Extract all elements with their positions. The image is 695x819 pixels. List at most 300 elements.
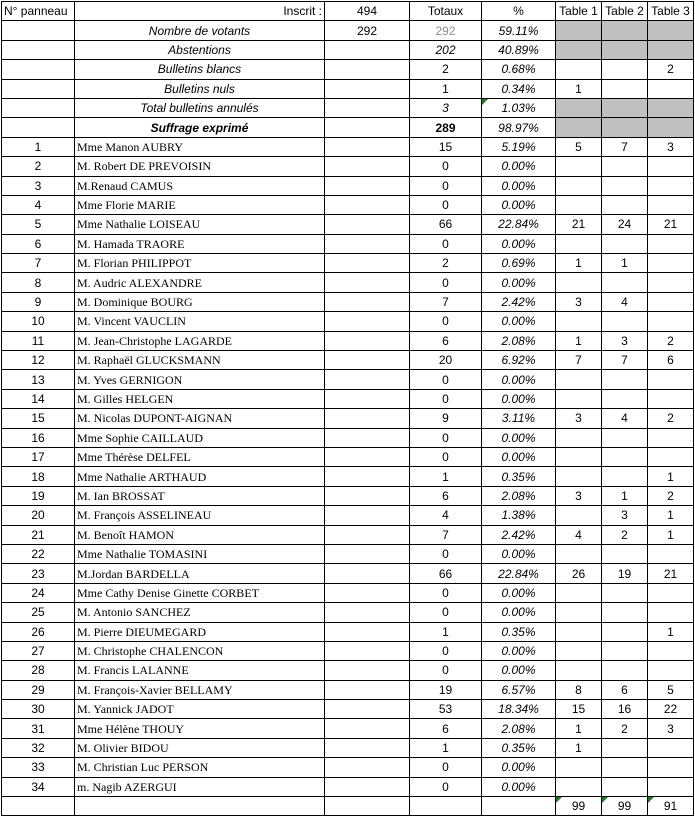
summary-pct: 40.89% — [482, 40, 556, 59]
candidate-extra — [325, 758, 410, 777]
candidate-table1: 26 — [556, 564, 602, 583]
candidate-table1 — [556, 622, 602, 641]
summary-t2 — [602, 21, 648, 40]
summary-total: 1 — [410, 79, 482, 98]
candidate-extra — [325, 409, 410, 428]
summary-row — [2, 98, 694, 117]
candidate-extra — [325, 351, 410, 370]
candidate-total: 0 — [410, 641, 482, 660]
candidate-table3 — [648, 195, 694, 214]
candidate-row — [2, 506, 694, 525]
candidate-extra — [325, 544, 410, 563]
candidate-table3 — [648, 157, 694, 176]
candidate-name: M. Hamada TRAORE — [75, 234, 325, 253]
table1-header: Table 1 — [556, 2, 602, 21]
candidate-name: Mme Sophie CAILLAUD — [75, 428, 325, 447]
candidate-table1: 5 — [556, 137, 602, 156]
candidate-table3 — [648, 447, 694, 466]
candidate-total: 2 — [410, 254, 482, 273]
candidate-table1 — [556, 661, 602, 680]
summary-label: Abstentions — [75, 40, 325, 59]
totaux-header: Totaux — [410, 2, 482, 21]
candidate-table2 — [602, 661, 648, 680]
candidate-extra — [325, 661, 410, 680]
candidate-table3: 1 — [648, 506, 694, 525]
candidate-number: 7 — [2, 254, 75, 273]
candidate-table1 — [556, 603, 602, 622]
candidate-pct: 0.69% — [482, 254, 556, 273]
footer-totals-row — [2, 797, 694, 816]
candidate-pct: 0.00% — [482, 758, 556, 777]
candidate-total: 0 — [410, 544, 482, 563]
candidate-table1: 3 — [556, 292, 602, 311]
candidate-table1 — [556, 641, 602, 660]
candidate-table1: 1 — [556, 738, 602, 757]
candidate-table1: 8 — [556, 680, 602, 699]
summary-pct: 0.34% — [482, 79, 556, 98]
candidate-name: Mme Hélène THOUY — [75, 719, 325, 738]
candidate-pct: 0.00% — [482, 195, 556, 214]
candidate-number: 2 — [2, 157, 75, 176]
candidate-number: 32 — [2, 738, 75, 757]
summary-row — [2, 118, 694, 137]
candidate-row — [2, 641, 694, 660]
candidate-pct: 0.00% — [482, 273, 556, 292]
summary-t3 — [648, 40, 694, 59]
inscrit-value: 494 — [325, 2, 410, 21]
candidate-table3 — [648, 738, 694, 757]
summary-total: 2 — [410, 60, 482, 79]
candidate-table1 — [556, 506, 602, 525]
candidate-table2 — [602, 583, 648, 602]
candidate-table1 — [556, 544, 602, 563]
candidate-extra — [325, 777, 410, 796]
summary-num — [2, 21, 75, 40]
candidate-row — [2, 234, 694, 253]
candidate-table3 — [648, 583, 694, 602]
candidate-name: M. Christophe CHALENCON — [75, 641, 325, 660]
candidate-number: 20 — [2, 506, 75, 525]
candidate-pct: 0.00% — [482, 777, 556, 796]
candidate-extra — [325, 486, 410, 505]
candidate-row — [2, 292, 694, 311]
candidate-table1 — [556, 273, 602, 292]
summary-extra: 292 — [325, 21, 410, 40]
candidate-total: 0 — [410, 447, 482, 466]
candidate-table3 — [648, 661, 694, 680]
candidate-table1: 7 — [556, 351, 602, 370]
candidate-row — [2, 700, 694, 719]
candidate-number: 29 — [2, 680, 75, 699]
candidate-name: Mme Thérèse DELFEL — [75, 447, 325, 466]
candidate-table2: 3 — [602, 331, 648, 350]
candidate-table1 — [556, 467, 602, 486]
candidate-total: 1 — [410, 467, 482, 486]
footer-table3-total: 91 — [648, 797, 694, 816]
summary-row — [2, 21, 694, 40]
candidate-total: 1 — [410, 622, 482, 641]
footer-empty — [325, 797, 410, 816]
summary-num — [2, 98, 75, 117]
candidate-table2 — [602, 157, 648, 176]
candidate-table1 — [556, 428, 602, 447]
candidate-pct: 0.00% — [482, 389, 556, 408]
candidate-table3: 1 — [648, 525, 694, 544]
summary-extra — [325, 118, 410, 137]
pct-header: % — [482, 2, 556, 21]
summary-t3 — [648, 98, 694, 117]
candidate-table3 — [648, 312, 694, 331]
candidate-total: 0 — [410, 157, 482, 176]
candidate-row — [2, 777, 694, 796]
candidate-table3: 2 — [648, 409, 694, 428]
candidate-pct: 0.00% — [482, 370, 556, 389]
candidate-number: 11 — [2, 331, 75, 350]
candidate-extra — [325, 292, 410, 311]
candidate-name: Mme Nathalie LOISEAU — [75, 215, 325, 234]
candidate-table2 — [602, 603, 648, 622]
summary-t1 — [556, 60, 602, 79]
candidate-table3: 1 — [648, 467, 694, 486]
candidate-name: M. Raphaël GLUCKSMANN — [75, 351, 325, 370]
candidate-extra — [325, 680, 410, 699]
summary-total: 289 — [410, 118, 482, 137]
candidate-table3 — [648, 176, 694, 195]
candidate-table2 — [602, 312, 648, 331]
candidate-table1 — [556, 583, 602, 602]
summary-t2 — [602, 79, 648, 98]
candidate-total: 66 — [410, 215, 482, 234]
summary-extra — [325, 79, 410, 98]
candidate-pct: 0.35% — [482, 467, 556, 486]
candidate-table1: 21 — [556, 215, 602, 234]
candidate-table2: 4 — [602, 409, 648, 428]
candidate-pct: 6.57% — [482, 680, 556, 699]
candidate-total: 0 — [410, 777, 482, 796]
summary-pct: 59.11% — [482, 21, 556, 40]
table3-header: Table 3 — [648, 2, 694, 21]
summary-t3 — [648, 79, 694, 98]
summary-row — [2, 60, 694, 79]
candidate-table2 — [602, 195, 648, 214]
candidate-table2: 3 — [602, 506, 648, 525]
candidate-extra — [325, 583, 410, 602]
candidate-total: 0 — [410, 195, 482, 214]
summary-total: 202 — [410, 40, 482, 59]
candidate-pct: 0.35% — [482, 622, 556, 641]
candidate-row — [2, 312, 694, 331]
candidate-total: 0 — [410, 273, 482, 292]
candidate-extra — [325, 137, 410, 156]
candidate-table2 — [602, 641, 648, 660]
summary-t1 — [556, 40, 602, 59]
candidate-table2: 24 — [602, 215, 648, 234]
candidate-table1 — [556, 758, 602, 777]
candidate-extra — [325, 641, 410, 660]
candidate-number: 19 — [2, 486, 75, 505]
summary-label: Total bulletins annulés — [75, 98, 325, 117]
summary-t1: 1 — [556, 79, 602, 98]
candidate-name: Mme Cathy Denise Ginette CORBET — [75, 583, 325, 602]
candidate-pct: 0.00% — [482, 234, 556, 253]
candidate-extra — [325, 370, 410, 389]
candidate-row — [2, 661, 694, 680]
candidate-table1: 1 — [556, 331, 602, 350]
candidate-number: 18 — [2, 467, 75, 486]
candidate-extra — [325, 622, 410, 641]
candidate-extra — [325, 312, 410, 331]
candidate-total: 7 — [410, 525, 482, 544]
candidate-pct: 0.00% — [482, 428, 556, 447]
candidate-pct: 5.19% — [482, 137, 556, 156]
candidate-table1: 1 — [556, 254, 602, 273]
candidate-extra — [325, 273, 410, 292]
candidate-row — [2, 544, 694, 563]
candidate-table3 — [648, 370, 694, 389]
candidate-extra — [325, 234, 410, 253]
candidate-table3 — [648, 234, 694, 253]
summary-t2 — [602, 118, 648, 137]
candidate-table2: 19 — [602, 564, 648, 583]
candidate-pct: 0.00% — [482, 661, 556, 680]
candidate-table1 — [556, 389, 602, 408]
candidate-name: M. Christian Luc PERSON — [75, 758, 325, 777]
candidate-total: 7 — [410, 292, 482, 311]
candidate-number: 13 — [2, 370, 75, 389]
candidate-extra — [325, 331, 410, 350]
candidate-name: M. Robert DE PREVOISIN — [75, 157, 325, 176]
candidate-extra — [325, 447, 410, 466]
candidate-pct: 0.00% — [482, 176, 556, 195]
candidate-name: M. Pierre DIEUMEGARD — [75, 622, 325, 641]
candidate-number: 3 — [2, 176, 75, 195]
candidate-name: M. Audric ALEXANDRE — [75, 273, 325, 292]
candidate-total: 20 — [410, 351, 482, 370]
candidate-pct: 0.00% — [482, 157, 556, 176]
candidate-number: 1 — [2, 137, 75, 156]
candidate-pct: 22.84% — [482, 215, 556, 234]
candidate-row — [2, 758, 694, 777]
candidate-name: M. Gilles HELGEN — [75, 389, 325, 408]
candidate-table3 — [648, 544, 694, 563]
candidate-table3 — [648, 389, 694, 408]
candidate-name: M. Ian BROSSAT — [75, 486, 325, 505]
candidate-extra — [325, 215, 410, 234]
candidate-table1: 3 — [556, 409, 602, 428]
summary-t3 — [648, 118, 694, 137]
candidate-pct: 0.00% — [482, 447, 556, 466]
candidate-row — [2, 525, 694, 544]
candidate-row — [2, 428, 694, 447]
candidate-extra — [325, 603, 410, 622]
summary-label: Bulletins blancs — [75, 60, 325, 79]
candidate-name: M. François ASSELINEAU — [75, 506, 325, 525]
candidate-name: M. Jean-Christophe LAGARDE — [75, 331, 325, 350]
candidate-table3 — [648, 758, 694, 777]
candidate-number: 28 — [2, 661, 75, 680]
candidate-table2 — [602, 370, 648, 389]
candidate-extra — [325, 525, 410, 544]
candidate-total: 0 — [410, 583, 482, 602]
candidate-row — [2, 486, 694, 505]
candidate-table3: 2 — [648, 486, 694, 505]
candidate-row — [2, 583, 694, 602]
candidate-pct: 3.11% — [482, 409, 556, 428]
candidate-table3 — [648, 292, 694, 311]
candidate-row — [2, 215, 694, 234]
candidate-number: 10 — [2, 312, 75, 331]
candidate-table3 — [648, 603, 694, 622]
candidate-number: 24 — [2, 583, 75, 602]
candidate-name: M.Renaud CAMUS — [75, 176, 325, 195]
candidate-extra — [325, 564, 410, 583]
candidate-table3: 1 — [648, 622, 694, 641]
candidate-table2: 6 — [602, 680, 648, 699]
summary-pct: 98.97% — [482, 118, 556, 137]
candidate-name: M. Olivier BIDOU — [75, 738, 325, 757]
candidate-number: 15 — [2, 409, 75, 428]
summary-num — [2, 118, 75, 137]
candidate-total: 0 — [410, 370, 482, 389]
candidate-table2 — [602, 777, 648, 796]
candidate-row — [2, 738, 694, 757]
candidate-number: 4 — [2, 195, 75, 214]
candidate-table2 — [602, 176, 648, 195]
candidate-number: 17 — [2, 447, 75, 466]
candidate-row — [2, 564, 694, 583]
candidate-table2 — [602, 389, 648, 408]
candidate-number: 22 — [2, 544, 75, 563]
results-sheet — [1, 1, 694, 816]
candidate-number: 34 — [2, 777, 75, 796]
candidate-extra — [325, 700, 410, 719]
candidate-table1 — [556, 157, 602, 176]
candidate-table1: 15 — [556, 700, 602, 719]
summary-label: Suffrage exprimé — [75, 118, 325, 137]
candidate-total: 0 — [410, 661, 482, 680]
candidate-pct: 0.00% — [482, 641, 556, 660]
candidate-pct: 2.42% — [482, 292, 556, 311]
candidate-row — [2, 370, 694, 389]
candidate-table2 — [602, 447, 648, 466]
header-row — [2, 2, 694, 21]
summary-total: 292 — [410, 21, 482, 40]
candidate-row — [2, 137, 694, 156]
candidate-name: M.Jordan BARDELLA — [75, 564, 325, 583]
candidate-total: 53 — [410, 700, 482, 719]
candidate-name: Mme Nathalie ARTHAUD — [75, 467, 325, 486]
candidate-name: Mme Manon AUBRY — [75, 137, 325, 156]
candidate-name: M. Dominique BOURG — [75, 292, 325, 311]
candidate-table3 — [648, 428, 694, 447]
summary-extra — [325, 60, 410, 79]
candidate-table3: 5 — [648, 680, 694, 699]
candidate-number: 8 — [2, 273, 75, 292]
summary-row — [2, 79, 694, 98]
candidate-table1 — [556, 195, 602, 214]
candidate-name: M. Francis LALANNE — [75, 661, 325, 680]
candidate-table3 — [648, 641, 694, 660]
candidate-table1 — [556, 447, 602, 466]
candidate-pct: 2.08% — [482, 719, 556, 738]
candidate-table2: 1 — [602, 486, 648, 505]
candidate-table3: 2 — [648, 331, 694, 350]
candidate-table3: 21 — [648, 564, 694, 583]
candidate-extra — [325, 506, 410, 525]
summary-t3 — [648, 21, 694, 40]
candidate-name: Mme Florie MARIE — [75, 195, 325, 214]
summary-num — [2, 79, 75, 98]
candidate-table2 — [602, 273, 648, 292]
candidate-row — [2, 351, 694, 370]
candidate-row — [2, 680, 694, 699]
candidate-row — [2, 622, 694, 641]
candidate-pct: 0.35% — [482, 738, 556, 757]
candidate-extra — [325, 389, 410, 408]
candidate-number: 12 — [2, 351, 75, 370]
candidate-total: 1 — [410, 738, 482, 757]
summary-t2 — [602, 60, 648, 79]
candidate-extra — [325, 467, 410, 486]
candidate-number: 30 — [2, 700, 75, 719]
candidate-number: 16 — [2, 428, 75, 447]
candidate-table2: 16 — [602, 700, 648, 719]
candidate-total: 0 — [410, 758, 482, 777]
candidate-name: M. Yves GERNIGON — [75, 370, 325, 389]
candidate-pct: 2.08% — [482, 486, 556, 505]
candidate-table1 — [556, 234, 602, 253]
candidate-table2 — [602, 467, 648, 486]
footer-empty — [2, 797, 75, 816]
candidate-name: M. François-Xavier BELLAMY — [75, 680, 325, 699]
candidate-total: 66 — [410, 564, 482, 583]
candidate-row — [2, 447, 694, 466]
candidate-pct: 0.00% — [482, 312, 556, 331]
candidate-table3: 3 — [648, 719, 694, 738]
candidate-table3: 21 — [648, 215, 694, 234]
candidate-total: 0 — [410, 389, 482, 408]
candidate-table2: 1 — [602, 254, 648, 273]
candidate-pct: 0.00% — [482, 544, 556, 563]
summary-extra — [325, 40, 410, 59]
candidate-table2: 2 — [602, 525, 648, 544]
summary-t2 — [602, 40, 648, 59]
summary-t2 — [602, 98, 648, 117]
candidate-number: 33 — [2, 758, 75, 777]
candidate-extra — [325, 254, 410, 273]
candidate-pct: 0.00% — [482, 583, 556, 602]
candidate-row — [2, 157, 694, 176]
summary-t1 — [556, 118, 602, 137]
candidate-extra — [325, 719, 410, 738]
summary-t1 — [556, 21, 602, 40]
candidate-pct: 2.08% — [482, 331, 556, 350]
candidate-table2 — [602, 738, 648, 757]
candidate-number: 5 — [2, 215, 75, 234]
candidate-table2: 7 — [602, 351, 648, 370]
candidate-table3 — [648, 777, 694, 796]
candidate-table2: 4 — [602, 292, 648, 311]
candidate-extra — [325, 738, 410, 757]
summary-total: 3 — [410, 98, 482, 117]
candidate-total: 0 — [410, 176, 482, 195]
candidate-table1: 4 — [556, 525, 602, 544]
candidate-row — [2, 719, 694, 738]
candidate-name: M. Yannick JADOT — [75, 700, 325, 719]
candidate-table3 — [648, 254, 694, 273]
candidate-extra — [325, 157, 410, 176]
candidate-pct: 22.84% — [482, 564, 556, 583]
